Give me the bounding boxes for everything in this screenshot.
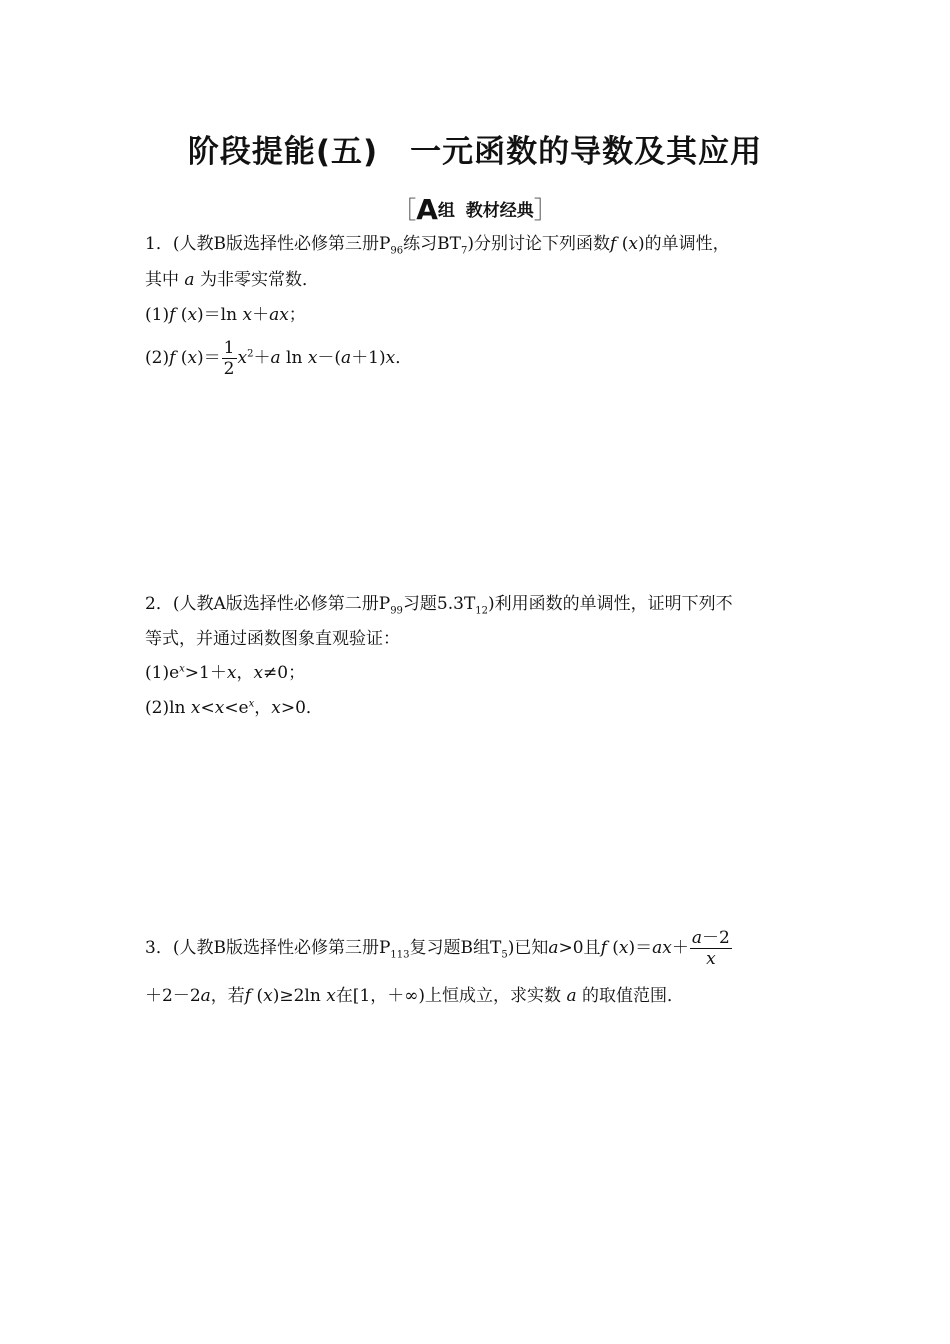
- q1-line2-a: 其中: [145, 270, 179, 290]
- q1-number: 1．: [145, 234, 173, 254]
- group-word: 组: [437, 201, 455, 221]
- paren-open: (: [612, 938, 619, 958]
- bracket-left: ［: [392, 196, 417, 224]
- q1-source-sub: 7: [460, 245, 468, 257]
- paren-close: ): [637, 234, 645, 254]
- var-a: a: [200, 986, 211, 1006]
- q1-p1-label: (1): [145, 305, 170, 325]
- bracket-right: ］: [533, 196, 558, 224]
- q2-part-2: [145, 696, 323, 720]
- var-a: a: [184, 270, 195, 290]
- q3-source-page: 113: [390, 949, 410, 961]
- group-name: 教材经典: [465, 201, 534, 221]
- q1-p2-c: ln: [286, 348, 303, 368]
- q1-source: (人教B版选择性必修第三册P: [172, 234, 391, 254]
- q3-line2-e: 的取值范围．: [582, 986, 685, 1006]
- paren-open: (: [180, 348, 188, 368]
- q3-line2-d: 在[1，＋∞)上恒成立，求实数: [335, 986, 562, 1006]
- var-ax: ax: [652, 938, 672, 958]
- q1-p1-end: ；: [288, 305, 306, 325]
- page-title: 阶段提能(五) 一元函数的导数及其应用: [187, 134, 763, 170]
- var-a: a: [270, 348, 281, 368]
- q2-p1-c: ，: [236, 663, 254, 683]
- exponent-2: 2: [247, 348, 254, 360]
- q2-line2: 等式，并通过函数图象直观验证：: [145, 629, 400, 649]
- paren-open: (: [180, 305, 188, 325]
- q1-p2-d: －(: [317, 348, 342, 368]
- var-x: x: [307, 348, 318, 368]
- q3-source: (人教B版选择性必修第三册P: [172, 938, 391, 958]
- q2-p1-b: >1＋: [184, 663, 227, 683]
- q1-part-2: [145, 338, 412, 379]
- var-x: x: [271, 698, 281, 718]
- q3-line2-a: ＋2－2: [145, 986, 201, 1006]
- q1-p2-b: ＋: [253, 348, 271, 368]
- var-x: x: [253, 663, 264, 683]
- q3-line2-c: ≥2ln: [279, 986, 321, 1006]
- less-than: <: [200, 698, 215, 718]
- q1-p2-label: (2): [145, 348, 170, 368]
- var-x: x: [190, 698, 201, 718]
- var-f: f: [610, 234, 617, 254]
- var-x: x: [237, 348, 248, 368]
- var-x: x: [628, 234, 638, 254]
- var-a: a: [341, 348, 352, 368]
- q2-source-sub: 12: [475, 605, 489, 617]
- group-letter: A: [416, 193, 438, 226]
- fraction-one-half: [222, 338, 237, 379]
- var-x: x: [187, 305, 198, 325]
- var-x: x: [385, 348, 396, 368]
- var-f: f: [169, 348, 176, 368]
- var-a: a: [691, 928, 703, 948]
- group-heading: [0, 190, 950, 226]
- q2-p2-d: >0．: [280, 698, 323, 718]
- q1-p2-eq: ＝: [203, 348, 221, 368]
- var-x: x: [618, 938, 629, 958]
- exponent-x: x: [248, 698, 255, 710]
- q2-source-page: 99: [390, 605, 403, 617]
- q1-line2-b: 为非零实常数．: [199, 270, 319, 290]
- paren-open: (: [256, 986, 264, 1006]
- q1-p1-expr-a: ＝ln: [203, 305, 238, 325]
- q3-text: )已知: [507, 938, 549, 958]
- var-a: a: [566, 986, 577, 1006]
- q3-number: 3．: [145, 938, 173, 958]
- q3-line2-b: ，若: [210, 986, 245, 1006]
- var-ax: ax: [269, 305, 289, 325]
- var-x: x: [214, 698, 225, 718]
- q1-text: )分别讨论下列函数: [467, 234, 610, 254]
- var-x: x: [326, 986, 336, 1006]
- paren-open: (: [621, 234, 629, 254]
- frac-denominator: 2: [223, 359, 235, 379]
- frac-denominator: x: [706, 949, 716, 969]
- q2-source-2: 习题5.3T: [402, 594, 476, 614]
- var-f: f: [244, 986, 252, 1006]
- q1-p2-e: ＋1): [351, 348, 386, 368]
- q1-source-page: 96: [390, 245, 404, 257]
- q2-source: (人教A版选择性必修第二册P: [172, 594, 391, 614]
- paren-close: ): [272, 986, 280, 1006]
- q3-eq: ＝: [635, 938, 653, 958]
- q2-p2-label: (2)ln: [145, 698, 186, 718]
- frac-num-rest: －2: [702, 928, 730, 948]
- var-x: x: [242, 305, 253, 325]
- var-f: f: [169, 305, 176, 325]
- q2-line-1: [145, 592, 733, 616]
- paren-close: ): [197, 305, 204, 325]
- q1-line-1: [145, 232, 730, 256]
- q1-text-end: 的单调性，: [644, 234, 730, 254]
- var-x: x: [263, 986, 273, 1006]
- q3-line-2: [145, 984, 684, 1008]
- paren-close: ): [628, 938, 636, 958]
- frac-numerator: 1: [223, 338, 235, 358]
- q1-line-2: [145, 268, 319, 292]
- paren-close: ): [197, 348, 204, 368]
- exponent-x: x: [179, 663, 185, 675]
- q3-source-sub: 5: [501, 949, 508, 961]
- q2-p1-d: ≠0；: [263, 663, 306, 683]
- q2-p1-label: (1)e: [145, 663, 180, 683]
- q2-number: 2．: [145, 594, 173, 614]
- fraction-a-minus-2-over-x: [690, 928, 732, 969]
- q2-line-2: [145, 627, 400, 651]
- q1-p1-expr-b: ＋: [252, 305, 270, 325]
- q3-cond: >0且: [558, 938, 601, 958]
- q2-text: )利用函数的单调性，证明下列不: [488, 594, 733, 614]
- q3-plus: ＋: [671, 938, 689, 958]
- q2-p2-c: ，: [254, 698, 272, 718]
- q1-p2-end: ．: [395, 348, 413, 368]
- var-x: x: [226, 663, 237, 683]
- var-f: f: [600, 938, 607, 958]
- q2-part-1: [145, 661, 305, 685]
- q1-source-2: 练习BT: [403, 234, 461, 254]
- var-a: a: [548, 938, 559, 958]
- q3-line-1: [145, 928, 733, 969]
- q1-part-1: [145, 303, 306, 327]
- q2-p2-lt-e: <e: [224, 698, 249, 718]
- var-x: x: [187, 348, 198, 368]
- frac-numerator: [690, 928, 732, 949]
- q3-source-2: 复习题B组T: [409, 938, 502, 958]
